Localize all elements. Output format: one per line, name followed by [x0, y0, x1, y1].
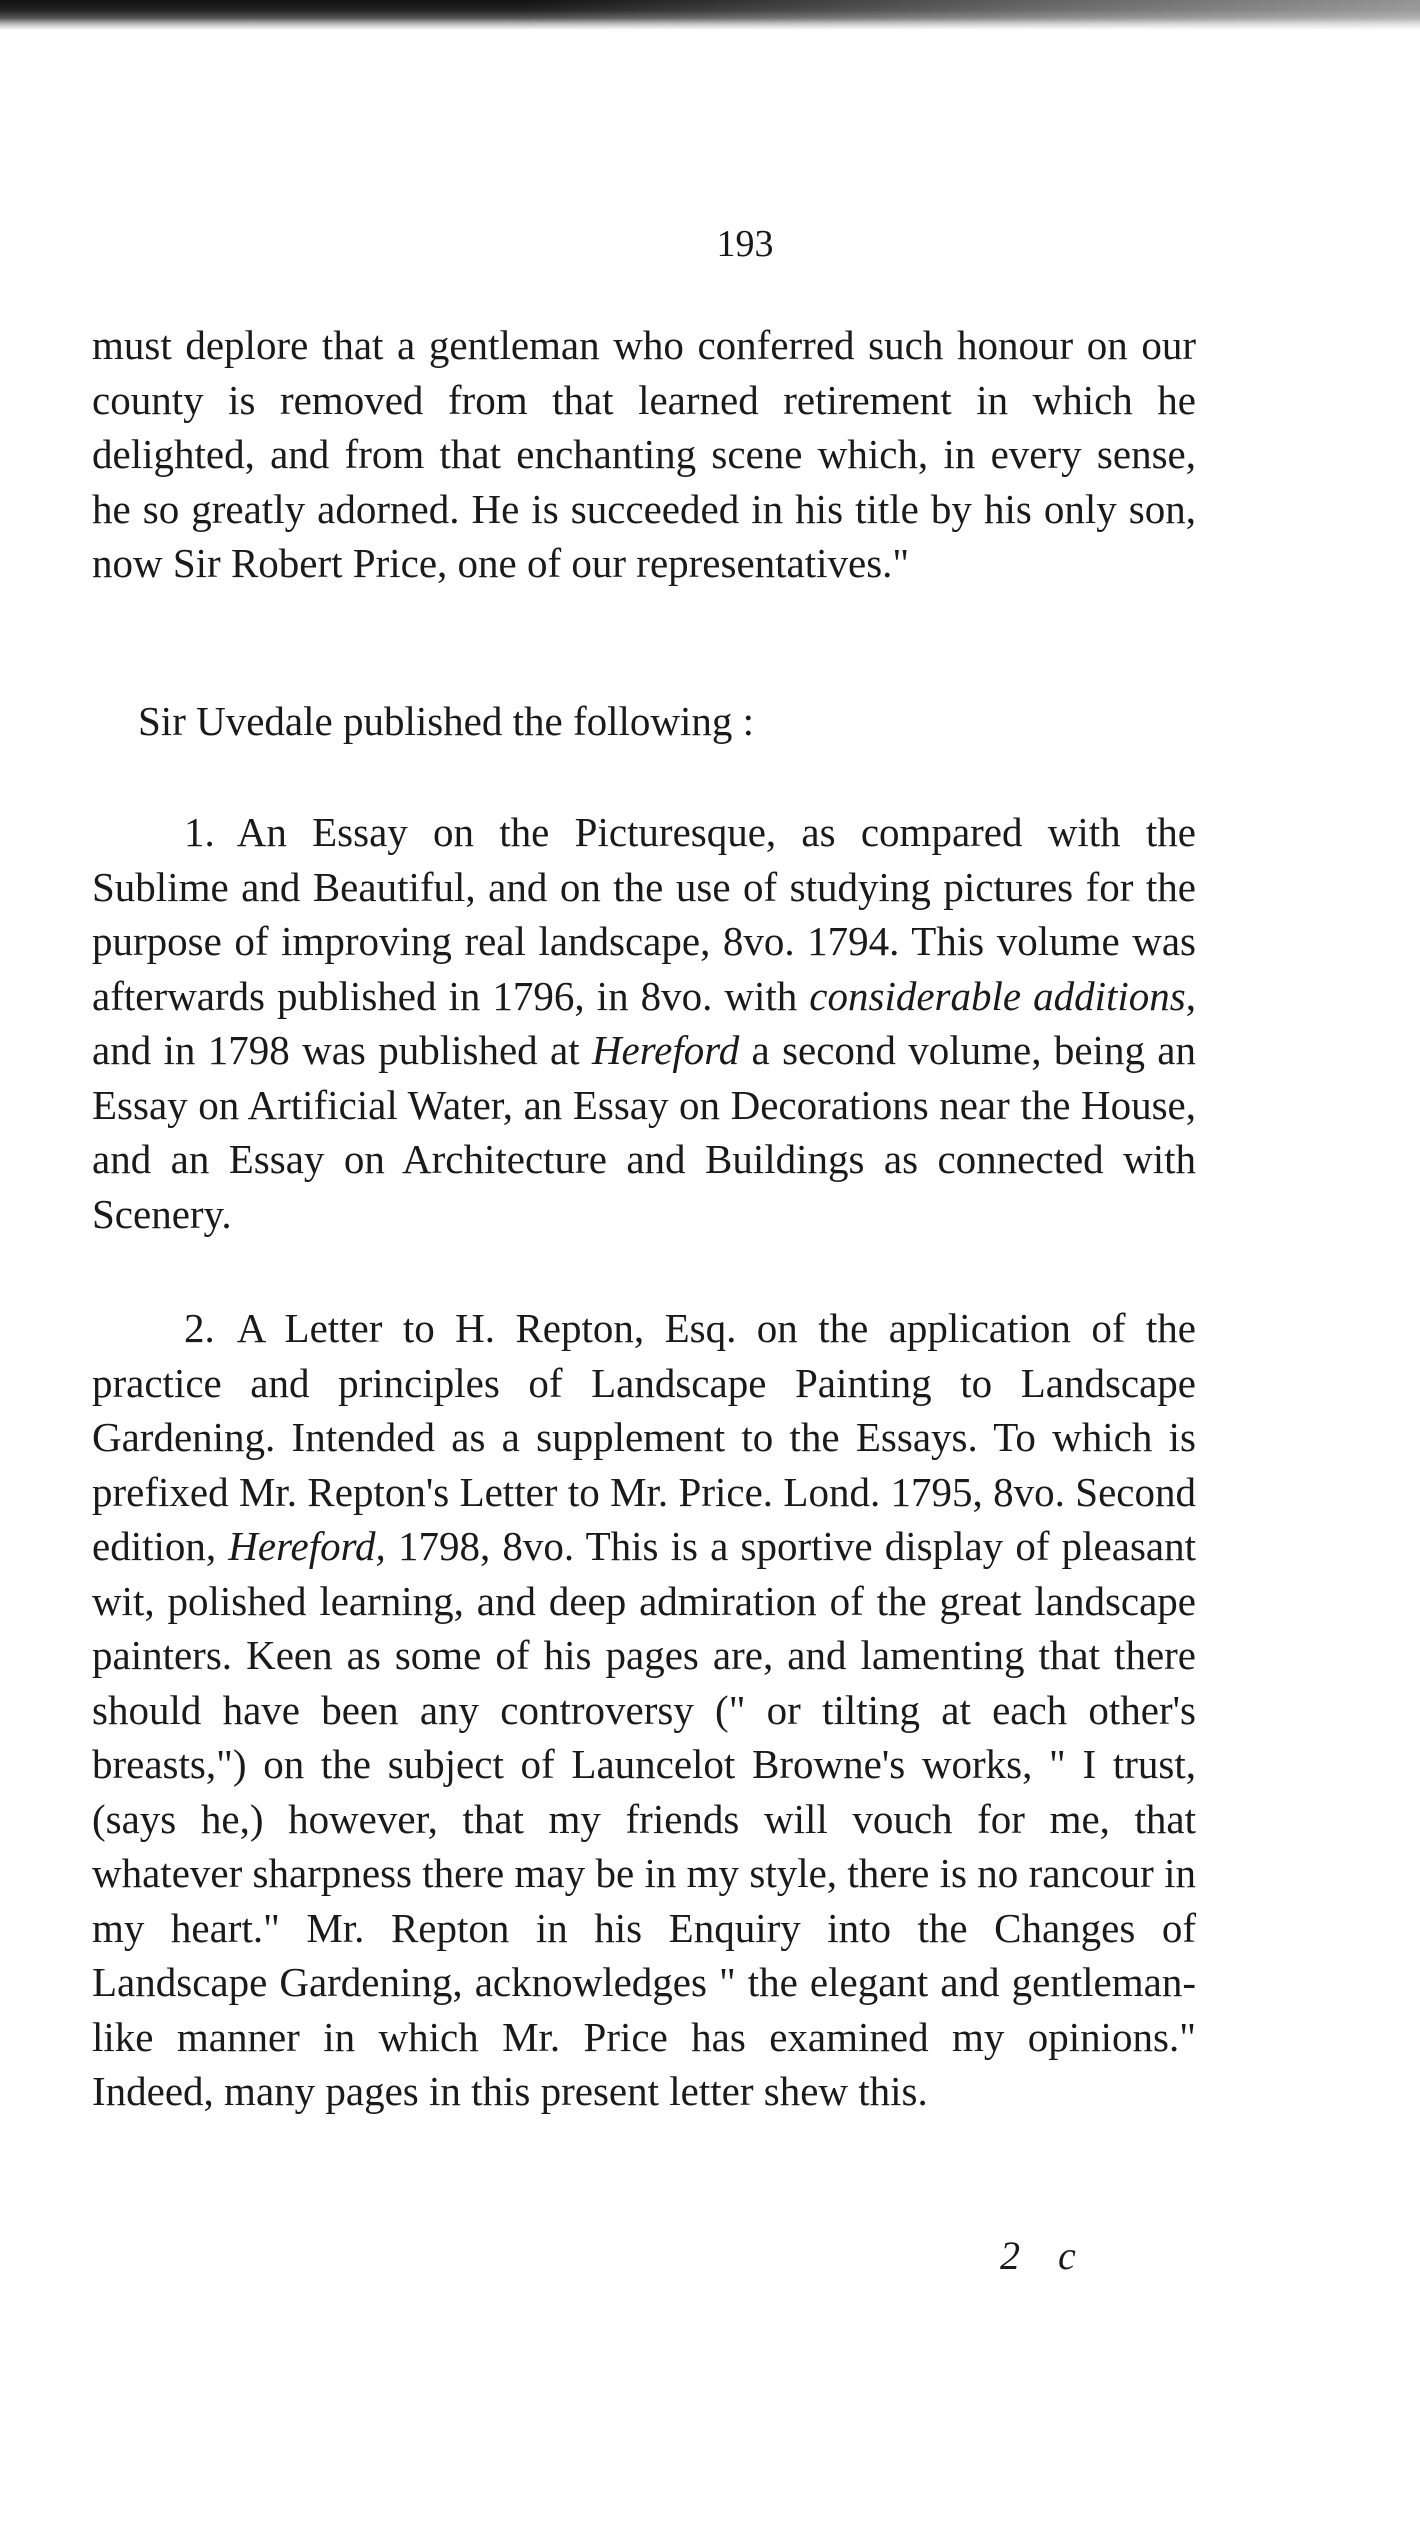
emphasis-text: considerable additions [809, 972, 1186, 1019]
paragraph-list-intro [92, 694, 1196, 749]
paragraph-intro-text: must deplore that a gentleman who conferred such honour on our county is removed from that learned retirement in which he delighted, and from that enchanting scene which, in every sense, he so greatly adorned. He is succeeded in his title by his only son, now Sir Robert Price, one of our representatives." [92, 322, 1196, 586]
list-item-text: A Letter to H. Repton, Esq. on the application of the practice and principles of Landscape Painting to Landscape Gardening. Intended as a supplement to the Essays. To which is prefixed Mr. Repton's Letter to Mr. Price. Lond. 1795, 8vo. Second edition, [92, 1305, 1196, 1569]
list-intro-text: Sir Uvedale published the following : [138, 698, 755, 744]
list-item-text: An Essay on the Picturesque, as compared with the Sublime and Beautiful, and on the use of studying pictures for the purpose of improving real landscape, 8vo. 1794. This volume was afterwards published in 1796, in 8vo. with [92, 809, 1196, 1019]
list-item-1 [92, 805, 1196, 1241]
paragraph-intro [92, 318, 1196, 591]
page-number: 193 [716, 223, 774, 265]
list-item-2 [92, 1301, 1196, 2119]
list-item-text: a second volume, being an Essay on Artificial Water, an Essay on Decorations near the House, and an Essay on Architecture and Buildings as connected with Scenery. [92, 1027, 1196, 1237]
scanned-page-top-edge [0, 0, 1420, 30]
list-item-text: , and in 1798 was published at [92, 972, 1196, 1073]
signature-mark: 2 c [1000, 2233, 1090, 2278]
list-item-number: 2. [184, 1305, 215, 1351]
list-item-text: 1798, 8vo. This is a sportive display of pleasant wit, polished learning, and deep admiration of the great landscape painters. Keen as some of his pages are, and lamenting that there should have been any controversy (" or tilting at each other's breasts,") on the subject of Launcelot Browne's works, " I trust, (says he,) however, that my friends will vouch for me, that whatever sharpness there may be in my style, there is no rancour in my heart." Mr. Repton in his Enquiry into the Changes of Landscape Gardening, acknowledges " the elegant and gentleman-like manner in which Mr. Price has examined my opinions." Indeed, many pages in this present letter shew this. [92, 1523, 1196, 2114]
emphasis-place-name: Hereford, [228, 1523, 386, 1569]
emphasis-place-name: Hereford [591, 1027, 740, 1073]
list-item-number: 1. [184, 809, 215, 855]
